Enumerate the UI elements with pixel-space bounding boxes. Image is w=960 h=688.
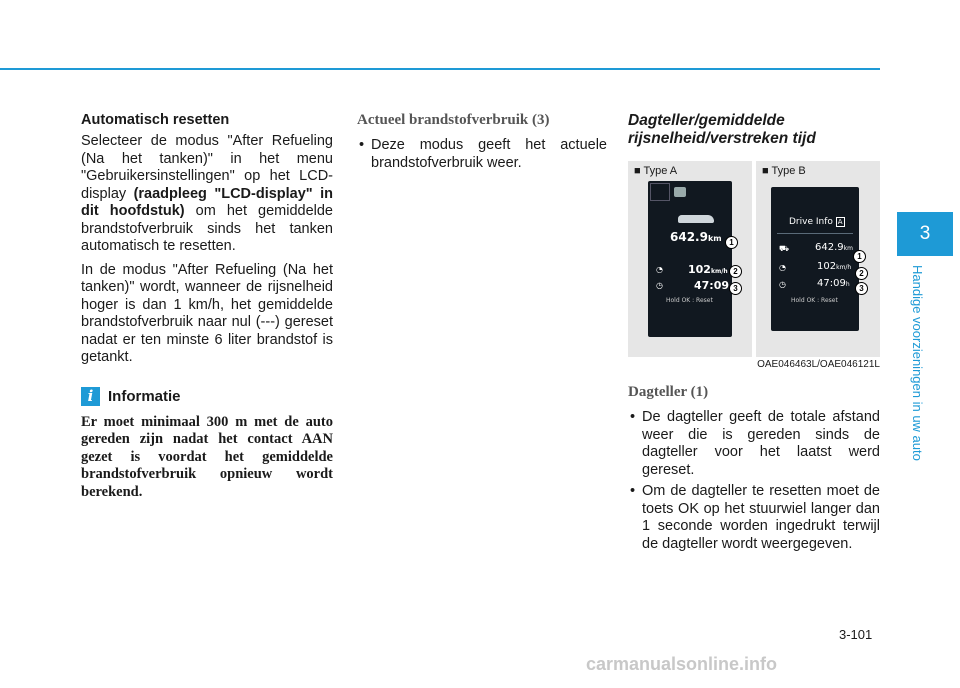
fuel-icon (674, 187, 686, 197)
callout-2: 2 (855, 267, 868, 280)
car-icon (678, 215, 714, 223)
reset-hint: Hold OK : Reset (791, 297, 838, 304)
time-value: 47:09 (694, 279, 730, 292)
header-rule (0, 68, 880, 70)
reset-hint: Hold OK : Reset (666, 297, 713, 304)
callout-1: 1 (853, 250, 866, 263)
column-middle (357, 112, 607, 176)
heading-current-consumption: Actueel brandstofverbruik (3) (357, 112, 550, 128)
paragraph-auto-reset: Selecteer de modus "After Refueling (Na het tanken)" in het menu "Gebruikersinstellingen" op het LCD-display (raadpleeg "LCD-display" in dit hoofdstuk) om het gemiddelde brandstofverbruik sinds het tanken automatisch te resetten. (81, 133, 333, 254)
list-item: • Deze modus geeft het actuele brandstofverbruik weer. (357, 137, 607, 172)
title-divider (777, 233, 853, 234)
speed-value: 102km/h (817, 261, 852, 272)
display-type-a (648, 181, 732, 337)
drive-info-title: Drive Info A (789, 217, 843, 227)
chapter-tab: 3 (897, 212, 953, 256)
column-right (628, 112, 880, 557)
clock-icon: ◷ (656, 281, 663, 290)
callout-3: 3 (855, 282, 868, 295)
gauge-icon: ◔ (656, 265, 663, 274)
watermark: carmanualsonline.info (586, 654, 778, 674)
callout-2: 2 (729, 265, 742, 278)
callout-1: 1 (725, 236, 738, 249)
gauge-icon: ◔ (779, 263, 786, 272)
column-left (81, 112, 333, 501)
paragraph-after-refueling: In de modus "After Refueling (Na het tanken)" wordt, wanneer de rijsnelheid hoger is dan 1 km/h, het gemiddelde brandstofverbruik naar nul (---) gereset nadat er ten minste 6 liter brandstof is getankt. (81, 261, 333, 365)
bullet-list (357, 137, 607, 172)
display-type-b (771, 187, 859, 331)
mode-box-icon (650, 183, 670, 201)
list-item: • Om de dagteller te resetten moet de toets OK op het stuurwiel langer dan 1 seconde worden ingedrukt terwijl de dagteller wordt weergegeven. (628, 483, 880, 553)
info-icon: i (81, 387, 100, 406)
type-a-label: ■ Type A (634, 165, 678, 177)
info-header (81, 387, 333, 406)
distance-value: 642.9km (670, 230, 722, 244)
bullet-list (628, 409, 880, 553)
subheading-auto-reset: Automatisch resetten (81, 112, 230, 128)
speed-value: 102km/h (688, 263, 728, 276)
cluster-figure (628, 161, 880, 357)
reference-lcd-display: (raadpleeg "LCD-display" in dit hoofdstuk) (81, 185, 333, 219)
page-number: 3-101 (839, 627, 873, 642)
car-icon: ⛟ (779, 244, 790, 253)
figure-code: OAE046463L/OAE046121L (757, 359, 880, 370)
time-value: 47:09h (817, 278, 850, 289)
heading-tripmeter: Dagteller/gemiddelde rijsnelheid/verstreken tijd (628, 112, 816, 147)
list-item: • De dagteller geeft de totale afstand weer die is gereden sinds de dagteller voor het laatst werd gereset. (628, 409, 880, 479)
type-b-label: ■ Type B (762, 165, 806, 177)
info-text: Er moet minimaal 300 m met de auto gereden zijn nadat het contact AAN gezet is voordat het gemiddelde brandstofverbruik opnieuw wordt berekend. (81, 413, 333, 500)
distance-value: 642.9km (815, 242, 853, 253)
chapter-title: Handige voorzieningen in uw auto (910, 265, 925, 461)
figure-divider (752, 161, 756, 357)
subheading-tripmeter: Dagteller (1) (628, 384, 709, 400)
callout-3: 3 (729, 282, 742, 295)
clock-icon: ◷ (779, 280, 786, 289)
info-title: Informatie (108, 387, 181, 405)
